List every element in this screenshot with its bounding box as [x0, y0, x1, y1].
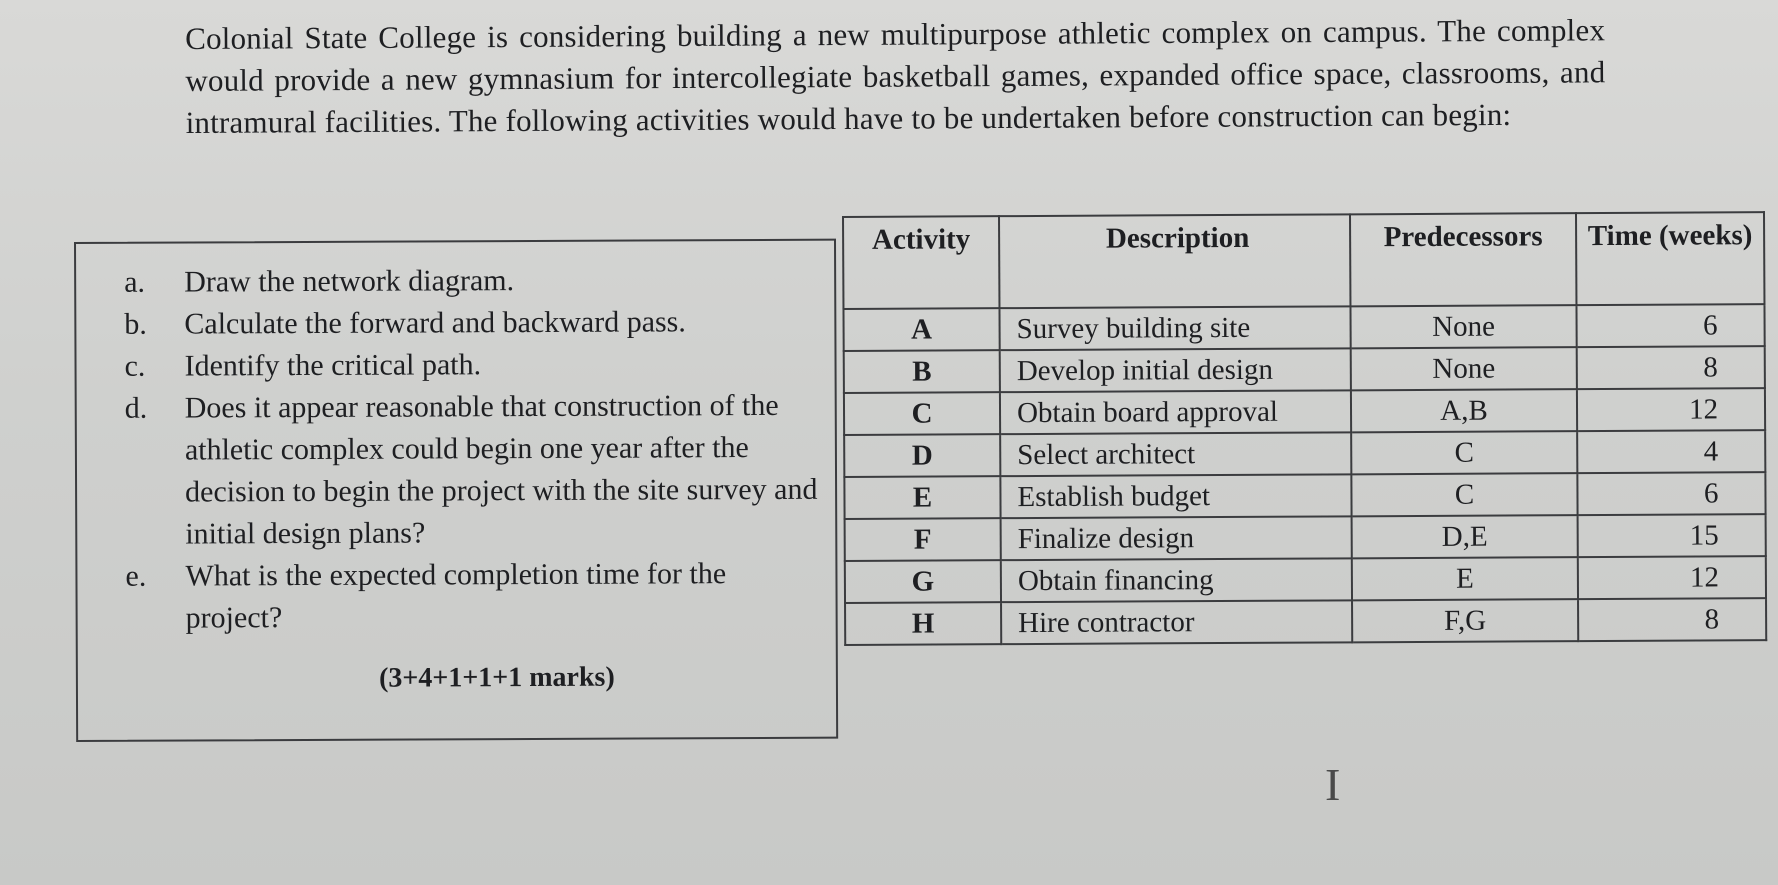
predecessors-cell: None — [1351, 347, 1577, 390]
question-letter: d. — [124, 391, 148, 425]
question-text: Does it appear reasonable that construction of the athletic complex could begin one year after the decision to begin the project with the site survey and initial design plans? — [184, 388, 818, 551]
description-cell: Select architect — [1000, 432, 1351, 476]
questions-box — [74, 239, 838, 742]
activity-cell: G — [845, 560, 1001, 603]
activity-cell: D — [844, 434, 1000, 477]
predecessors-cell: A,B — [1351, 389, 1577, 432]
table-row — [844, 388, 1765, 435]
question-text: What is the expected completion time for the project? — [185, 557, 727, 635]
description-cell: Establish budget — [1000, 474, 1351, 518]
header-predecessors: Predecessors — [1350, 213, 1576, 306]
marks-allocation: (3+4+1+1+1 marks) — [378, 661, 615, 694]
time-cell: 4 — [1577, 430, 1765, 473]
table-row — [844, 346, 1765, 393]
activity-cell: H — [845, 602, 1001, 645]
time-cell: 8 — [1578, 598, 1766, 641]
description-cell: Develop initial design — [1000, 348, 1351, 392]
time-cell: 6 — [1577, 472, 1765, 515]
time-cell: 15 — [1578, 514, 1766, 557]
predecessors-cell: None — [1350, 305, 1576, 348]
problem-statement: Colonial State College is considering building a new multipurpose athletic complex on campus. The complex would provide a new gymnasium for intercollegiate basketball games, expanded office space, classrooms, and intramural facilities. The following activities would have to be undertaken before construction can begin: — [185, 12, 1606, 140]
question-letter: c. — [124, 349, 146, 383]
question-letter: a. — [124, 265, 146, 299]
description-cell: Finalize design — [1001, 516, 1352, 560]
activity-cell: C — [844, 392, 1000, 435]
activity-cell: B — [844, 350, 1000, 393]
time-cell: 12 — [1577, 388, 1765, 431]
question-text: Draw the network diagram. — [184, 264, 515, 299]
question-e — [125, 553, 825, 640]
description-cell: Obtain board approval — [1000, 390, 1351, 434]
description-cell: Hire contractor — [1001, 600, 1352, 644]
header-activity: Activity — [843, 216, 999, 309]
table-row — [845, 514, 1766, 561]
description-cell: Obtain financing — [1001, 558, 1352, 602]
header-description: Description — [999, 214, 1350, 308]
table-row — [843, 304, 1764, 351]
table-header-row — [843, 212, 1764, 309]
question-a — [124, 259, 824, 304]
predecessors-cell: C — [1351, 473, 1577, 516]
question-d — [125, 385, 826, 556]
table-row — [844, 430, 1765, 477]
question-letter: e. — [125, 559, 147, 593]
question-text: Calculate the forward and backward pass. — [184, 305, 686, 341]
description-cell: Survey building site — [999, 306, 1350, 350]
question-c — [124, 343, 824, 388]
table-row — [844, 472, 1765, 519]
activity-cell: F — [845, 518, 1001, 561]
time-cell: 12 — [1578, 556, 1766, 599]
table-row — [845, 598, 1766, 645]
predecessors-cell: E — [1352, 557, 1578, 600]
question-b — [124, 301, 824, 346]
question-text: Identify the critical path. — [184, 348, 482, 383]
predecessors-cell: D,E — [1352, 515, 1578, 558]
text-cursor-icon: I — [1325, 759, 1341, 810]
activity-table — [842, 211, 1767, 646]
table-row — [845, 556, 1766, 603]
predecessors-cell: C — [1351, 431, 1577, 474]
header-time: Time (weeks) — [1576, 212, 1764, 305]
time-cell: 8 — [1577, 346, 1765, 389]
predecessors-cell: F,G — [1352, 599, 1578, 642]
time-cell: 6 — [1576, 304, 1764, 347]
question-list — [124, 259, 826, 640]
activity-cell: A — [843, 308, 999, 351]
activity-cell: E — [844, 476, 1000, 519]
question-letter: b. — [124, 307, 147, 341]
